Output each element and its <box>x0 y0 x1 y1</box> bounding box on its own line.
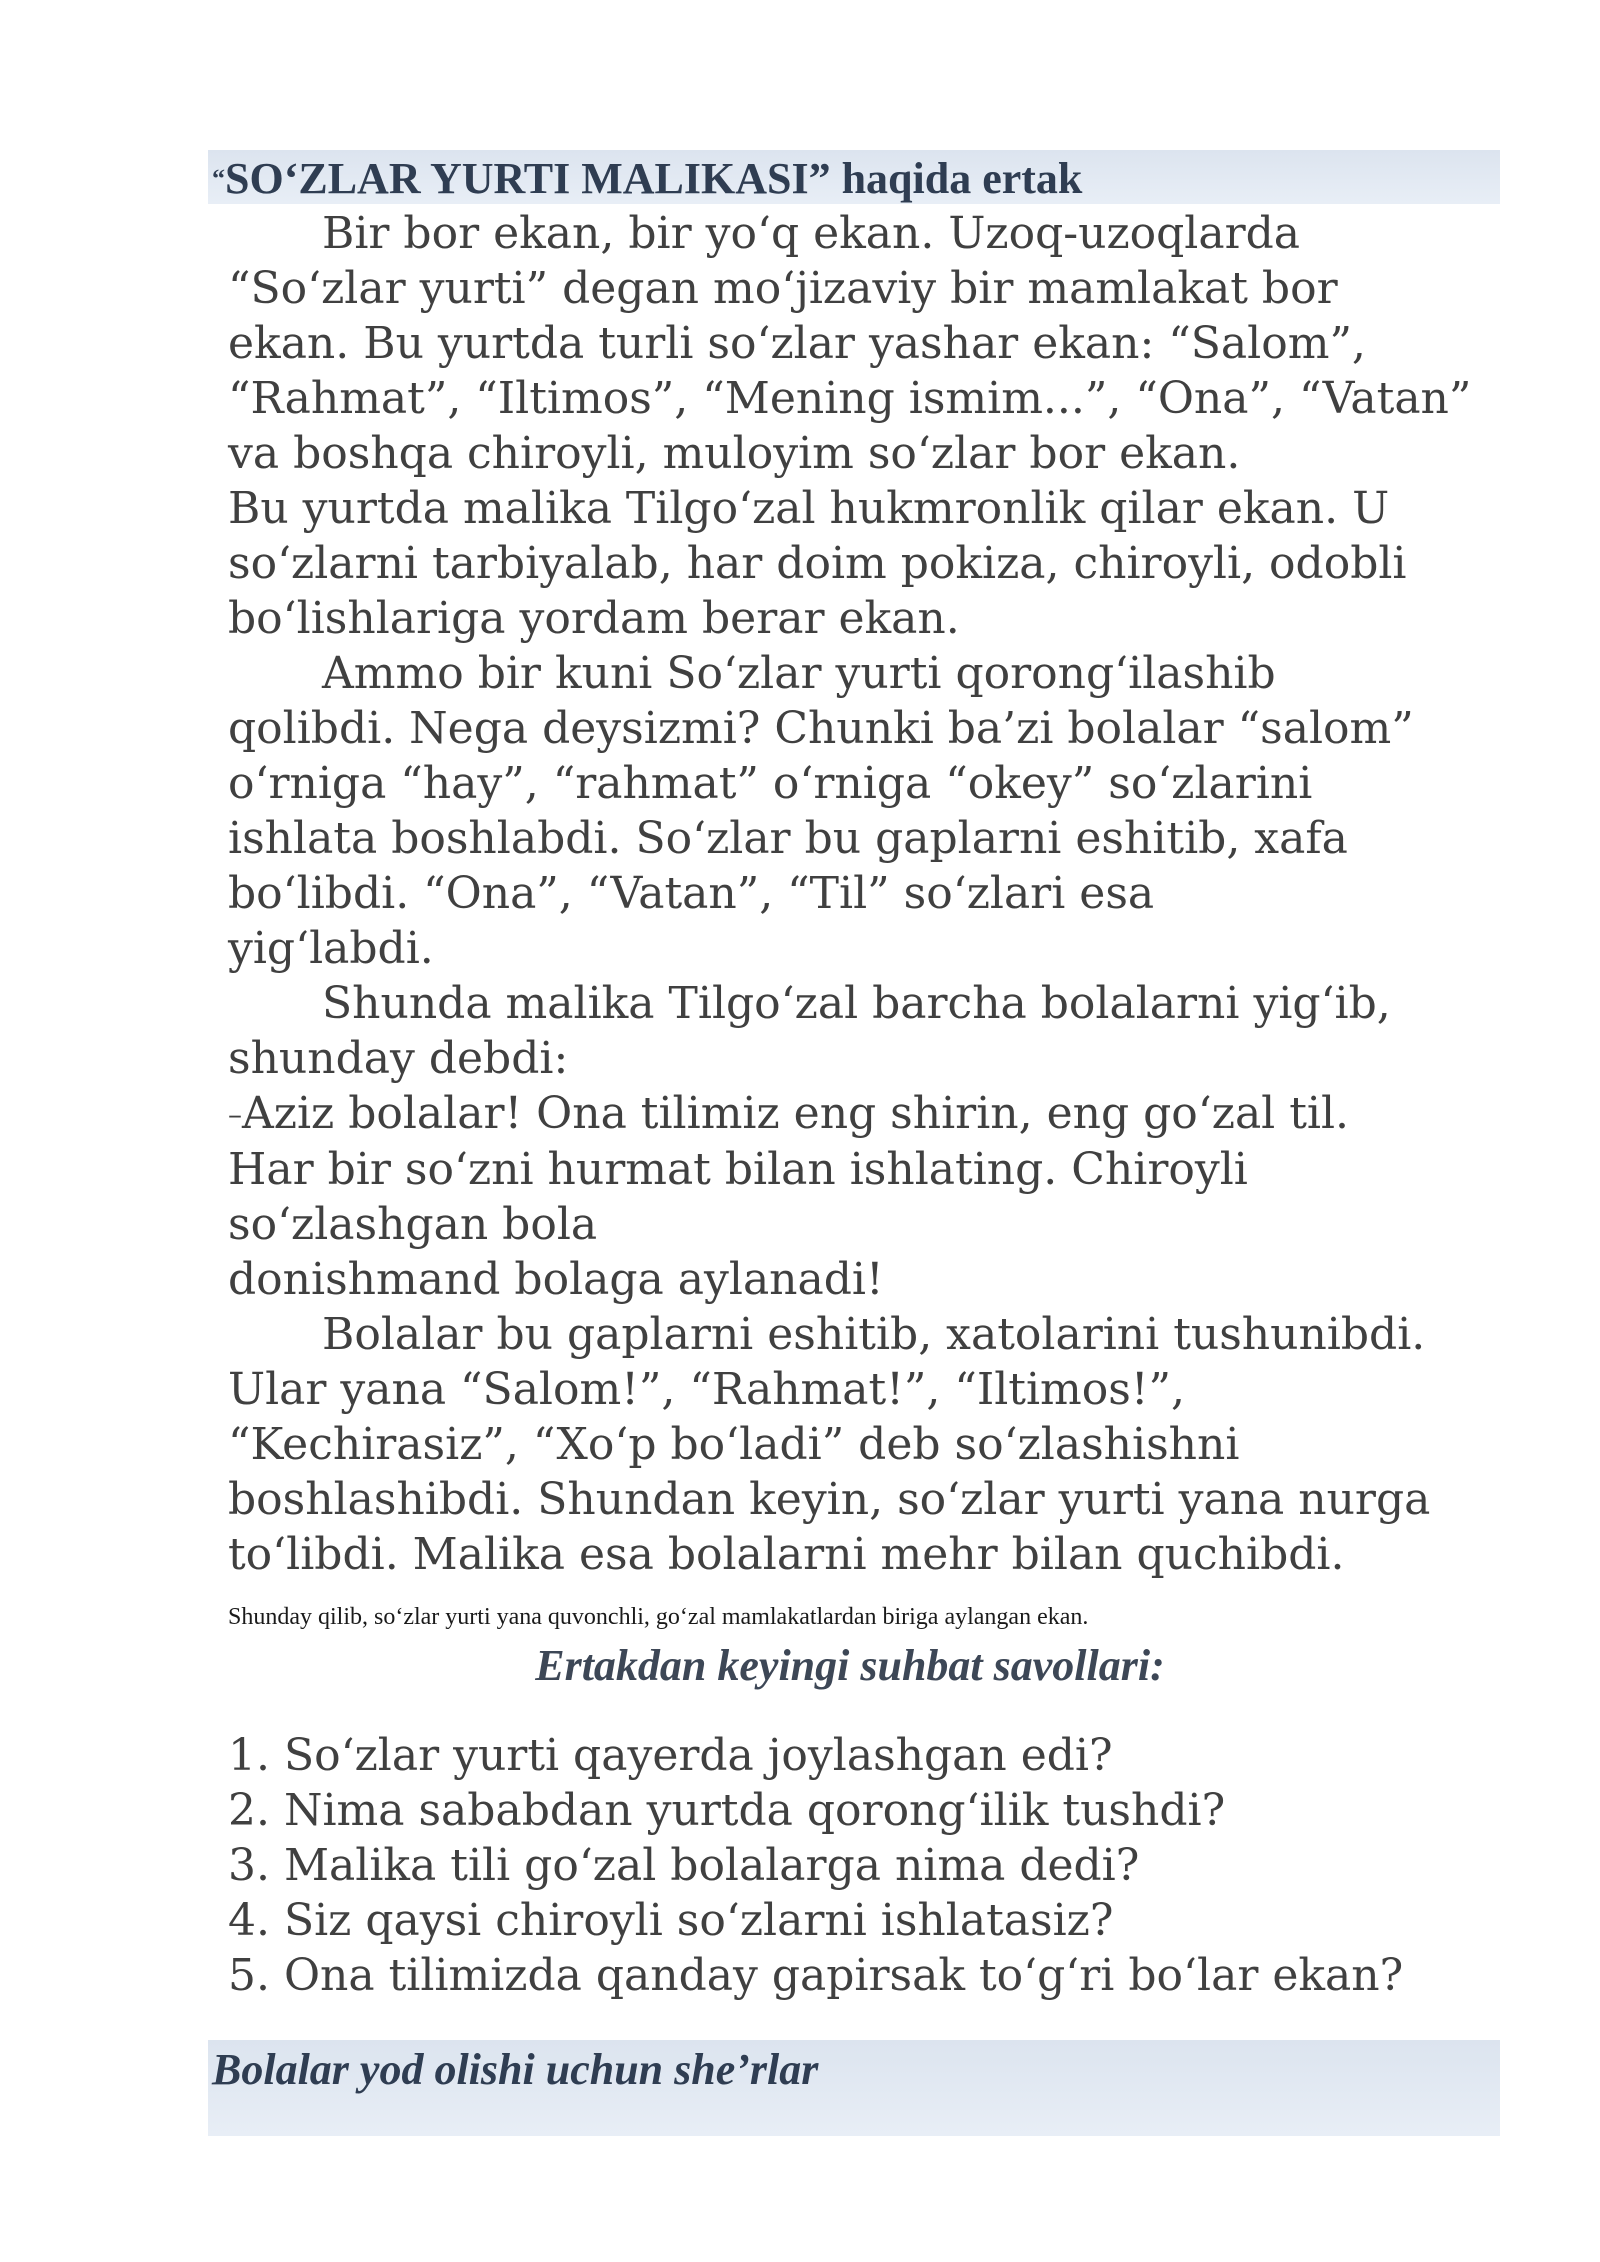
title-open-quote: “ <box>212 164 225 193</box>
story-line-text: o‘rniga “hay”, “rahmat” o‘rniga “okey” so‘zlarini <box>228 758 1313 809</box>
question-item: 2. Nima sababdan yurtda qorong‘ilik tushdi? <box>228 1785 1226 1836</box>
story-line <box>228 316 1500 371</box>
story-line <box>228 536 1500 591</box>
story-line-text: Bir bor ekan, bir yo‘q ekan. Uzoq-uzoqlarda <box>322 208 1301 259</box>
story-line-text: donishmand bolaga aylanadi! <box>228 1254 884 1305</box>
story-line-text: shunday debdi: <box>228 1033 569 1084</box>
question-item: 1. So‘zlar yurti qayerda joylashgan edi? <box>228 1730 1113 1781</box>
story-line-text: Aziz bolalar! Ona tilimiz eng shirin, eng go‘zal til. <box>242 1088 1350 1139</box>
question-item: 4. Siz qaysi chiroyli so‘zlarni ishlatasiz? <box>228 1895 1114 1946</box>
story-line-text: so‘zlarni tarbiyalab, har doim pokiza, chiroyli, odobli <box>228 538 1407 589</box>
story-line <box>228 1362 1500 1417</box>
story-line <box>228 756 1500 811</box>
story-line <box>228 1252 1500 1307</box>
story-line <box>228 1307 1500 1362</box>
story-line <box>228 206 1500 261</box>
story-line <box>228 1142 1500 1197</box>
story-line <box>228 1527 1500 1582</box>
title-text: SO‘ZLAR YURTI MALIKASI” haqida ertak <box>225 154 1083 203</box>
story-line <box>228 701 1500 756</box>
questions-list <box>228 1728 1403 2003</box>
story-line <box>228 1031 1500 1086</box>
story-line-text: bo‘libdi. “Ona”, “Vatan”, “Til” so‘zlari esa <box>228 868 1155 919</box>
story-line-text: so‘zlashgan bola <box>228 1199 598 1250</box>
document-title <box>212 152 1082 206</box>
story-line-text: boshlashibdi. Shundan keyin, so‘zlar yurti yana nurga <box>228 1474 1431 1525</box>
story-line <box>228 921 1500 976</box>
questions-heading: Ertakdan keyingi suhbat savollari: <box>535 1641 1165 1690</box>
story-line-text: qolibdi. Nega deysizmi? Chunki ba’zi bolalar “salom” <box>228 703 1414 754</box>
story-line <box>228 1472 1500 1527</box>
story-line-text: Ular yana “Salom!”, “Rahmat!”, “Iltimos!”, <box>228 1364 1185 1415</box>
story-line-text: yig‘labdi. <box>228 923 434 974</box>
story-line-text: Ammo bir kuni So‘zlar yurti qorong‘ilashib <box>322 648 1276 699</box>
story-line <box>228 811 1500 866</box>
story-line-text: Bolalar bu gaplarni eshitib, xatolarini tushunibdi. <box>322 1309 1426 1360</box>
story-line-text: va boshqa chiroyli, muloyim so‘zlar bor ekan. <box>228 428 1241 479</box>
story-line-text: Bu yurtda malika Tilgo‘zal hukmronlik qilar ekan. U <box>228 483 1390 534</box>
story-line <box>228 1197 1500 1252</box>
story-line <box>228 976 1500 1031</box>
story-line <box>228 1086 1500 1142</box>
story-line-text: “Kechirasiz”, “Xo‘p bo‘ladi” deb so‘zlashishni <box>228 1419 1240 1470</box>
story-line-text: “Rahmat”, “Iltimos”, “Mening ismim...”, “Ona”, “Vatan” <box>228 373 1472 424</box>
story-body <box>228 206 1500 1582</box>
story-line-text: to‘libdi. Malika esa bolalarni mehr bilan quchibdi. <box>228 1529 1345 1580</box>
story-line-text: Shunda malika Tilgo‘zal barcha bolalarni yig‘ib, <box>322 978 1391 1029</box>
story-line-text: ishlata boshlabdi. So‘zlar bu gaplarni eshitib, xafa <box>228 813 1348 864</box>
footer-heading: Bolalar yod olishi uchun she’rlar <box>212 2045 819 2094</box>
question-item: 5. Ona tilimizda qanday gapirsak to‘g‘ri bo‘lar ekan? <box>228 1950 1404 2001</box>
story-line <box>228 261 1500 316</box>
dialogue-dash: – <box>228 1098 242 1131</box>
story-line <box>228 426 1500 481</box>
story-line-text: bo‘lishlariga yordam berar ekan. <box>228 593 960 644</box>
story-line <box>228 591 1500 646</box>
closing-line: Shunday qilib, so‘zlar yurti yana quvonchli, go‘zal mamlakatlardan biriga aylangan ekan. <box>228 1604 1089 1630</box>
story-line <box>228 1417 1500 1472</box>
story-line <box>228 481 1500 536</box>
story-line <box>228 866 1500 921</box>
story-line-text: Har bir so‘zni hurmat bilan ishlating. Chiroyli <box>228 1144 1248 1195</box>
story-line <box>228 371 1500 426</box>
story-line-text: ekan. Bu yurtda turli so‘zlar yashar ekan: “Salom”, <box>228 318 1366 369</box>
question-item: 3. Malika tili go‘zal bolalarga nima dedi? <box>228 1840 1140 1891</box>
story-line <box>228 646 1500 701</box>
story-line-text: “So‘zlar yurti” degan mo‘jizaviy bir mamlakat bor <box>228 263 1338 314</box>
